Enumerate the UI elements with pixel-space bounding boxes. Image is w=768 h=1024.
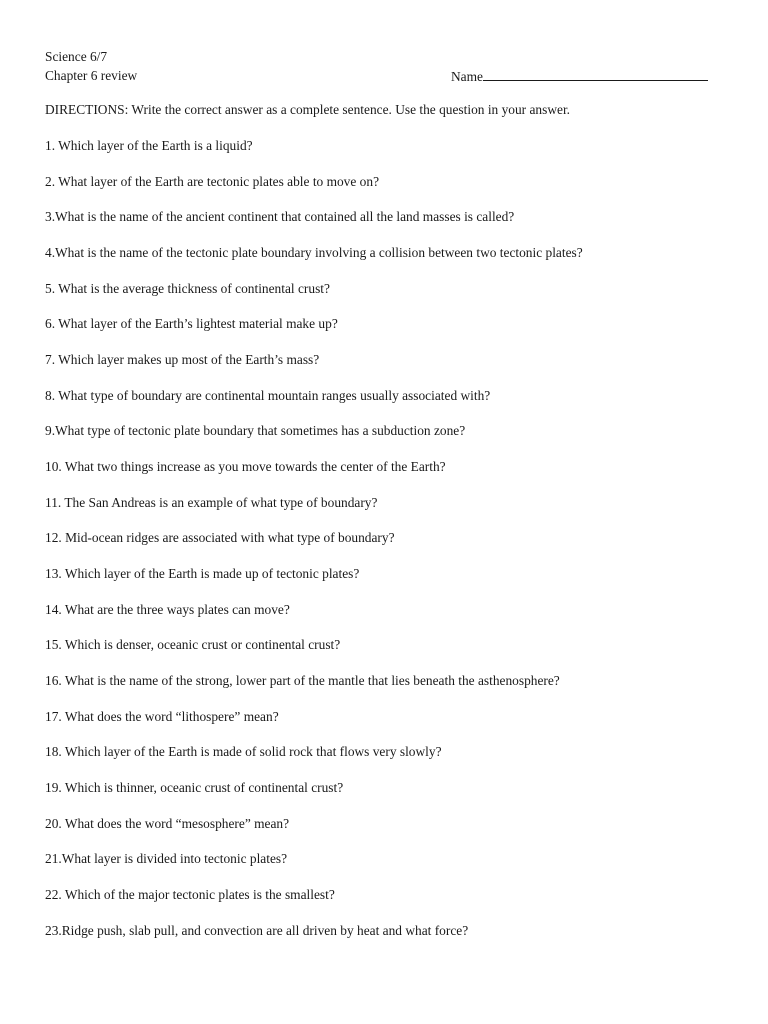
question-item: 4.What is the name of the tectonic plate boundary involving a collision between two tectonic plates? xyxy=(45,245,583,260)
question-item: 1. Which layer of the Earth is a liquid? xyxy=(45,138,253,153)
question-item: 13. Which layer of the Earth is made up of tectonic plates? xyxy=(45,566,360,581)
question-item: 3.What is the name of the ancient continent that contained all the land masses is called? xyxy=(45,209,515,224)
course-name: Science 6/7 xyxy=(45,49,108,64)
question-item: 8. What type of boundary are continental mountain ranges usually associated with? xyxy=(45,388,491,403)
question-item: 16. What is the name of the strong, lower part of the mantle that lies beneath the asthenosphere? xyxy=(45,673,560,688)
question-item: 2. What layer of the Earth are tectonic plates able to move on? xyxy=(45,174,380,189)
question-item: 20. What does the word “mesosphere” mean? xyxy=(45,816,290,831)
question-item: 9.What type of tectonic plate boundary that sometimes has a subduction zone? xyxy=(45,423,466,438)
directions-text: DIRECTIONS: Write the correct answer as a complete sentence. Use the question in your answer. xyxy=(45,102,571,117)
question-item: 12. Mid-ocean ridges are associated with what type of boundary? xyxy=(45,530,395,545)
question-item: 18. Which layer of the Earth is made of solid rock that flows very slowly? xyxy=(45,744,442,759)
question-item: 19. Which is thinner, oceanic crust of continental crust? xyxy=(45,780,344,795)
worksheet-page xyxy=(45,47,725,938)
name-blank-line[interactable] xyxy=(483,66,708,81)
question-item: 21.What layer is divided into tectonic plates? xyxy=(45,851,288,866)
question-item: 14. What are the three ways plates can move? xyxy=(45,602,290,617)
question-item: 10. What two things increase as you move towards the center of the Earth? xyxy=(45,459,446,474)
question-item: 22. Which of the major tectonic plates is the smallest? xyxy=(45,887,335,902)
question-item: 17. What does the word “lithospere” mean? xyxy=(45,709,279,724)
question-item: 5. What is the average thickness of continental crust? xyxy=(45,281,330,296)
question-item: 6. What layer of the Earth’s lightest material make up? xyxy=(45,316,338,331)
question-item: 23.Ridge push, slab pull, and convection are all driven by heat and what force? xyxy=(45,923,469,938)
question-item: 15. Which is denser, oceanic crust or continental crust? xyxy=(45,637,341,652)
name-label: Name xyxy=(451,69,483,84)
question-item: 7. Which layer makes up most of the Earth’s mass? xyxy=(45,352,320,367)
question-item: 11. The San Andreas is an example of what type of boundary? xyxy=(45,495,378,510)
worksheet-title: Chapter 6 review xyxy=(45,68,138,83)
name-field[interactable] xyxy=(451,66,708,86)
